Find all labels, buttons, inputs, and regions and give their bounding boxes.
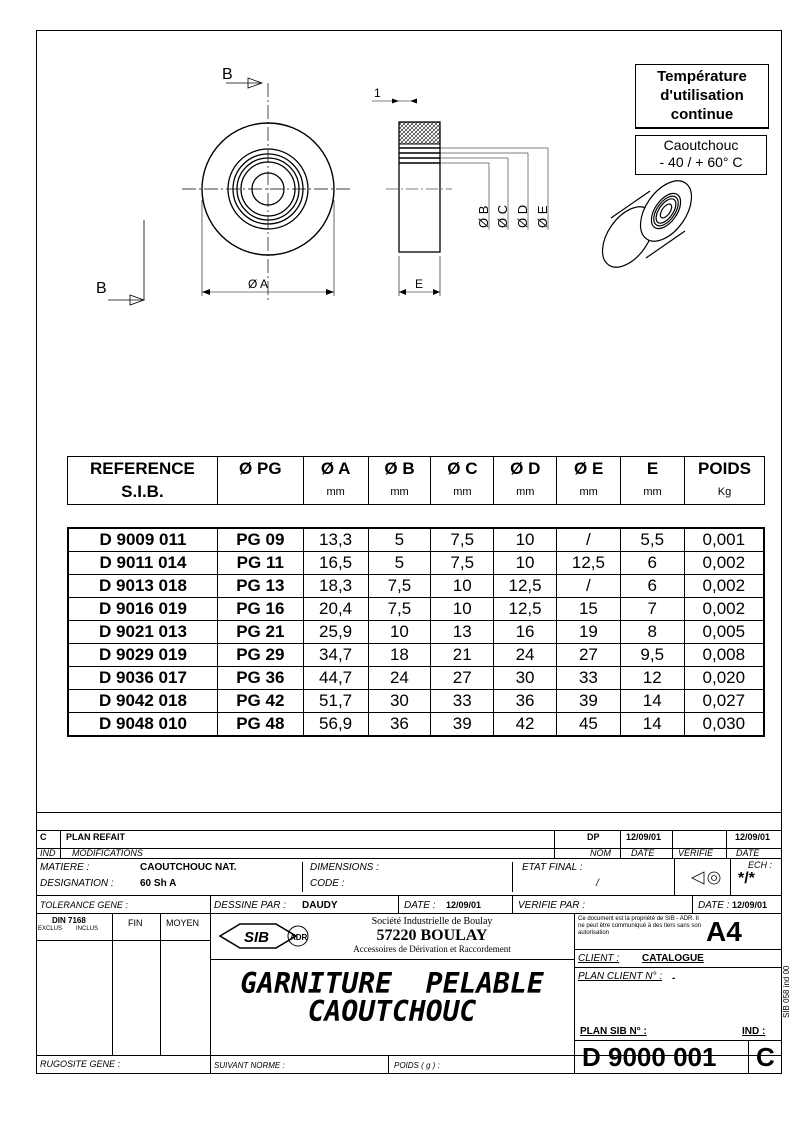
property-note: Ce document est la propriété de SIB - ADR. Il ne peut être communiqué à des tiers sans son autorisation <box>578 916 702 936</box>
table-cell: 7,5 <box>431 552 494 575</box>
table-row <box>68 552 764 575</box>
table-cell: PG 36 <box>217 667 303 690</box>
table-cell: D 9036 017 <box>68 667 217 690</box>
suivant-label: SUIVANT NORME : <box>214 1061 285 1070</box>
header-cell: Ø A <box>303 457 368 481</box>
rev-nom: DP <box>587 832 600 842</box>
header-unit-cell <box>217 480 303 505</box>
rugosite-label: RUGOSITE GENE : <box>40 1059 121 1069</box>
header-row <box>68 457 765 481</box>
header-unit-cell: Kg <box>684 480 764 505</box>
tolerance-label: TOLERANCE GENE : <box>40 900 128 910</box>
plan-client-value: - <box>672 973 676 984</box>
temperature-title-line1: Température <box>657 68 747 85</box>
spec-table <box>67 527 765 737</box>
table-cell: 5 <box>368 528 431 552</box>
verifie-date-label: DATE : <box>698 900 730 911</box>
table-cell: 33 <box>556 667 620 690</box>
table-cell: 30 <box>368 690 431 713</box>
logo-sib: SIB <box>244 929 270 946</box>
title-line2: CAOUTCHOUC <box>307 995 477 1028</box>
table-cell: PG 13 <box>217 575 303 598</box>
dim-d-label: Ø D <box>515 204 530 228</box>
table-cell: 14 <box>620 690 684 713</box>
table-cell: 27 <box>556 644 620 667</box>
table-cell: 51,7 <box>303 690 368 713</box>
title-line1: GARNITURE PELABLE <box>240 967 544 1000</box>
table-cell: 6 <box>620 552 684 575</box>
designation-value: 60 Sh A <box>140 878 177 889</box>
plan-client-label: PLAN CLIENT N° : <box>578 971 663 982</box>
table-cell: 13,3 <box>303 528 368 552</box>
header-unit-cell: mm <box>494 480 557 505</box>
header-cell: E <box>621 457 685 481</box>
table-cell: 5 <box>368 552 431 575</box>
table-cell: 12,5 <box>494 575 557 598</box>
table-cell: D 9042 018 <box>68 690 217 713</box>
table-cell: 0,020 <box>684 667 764 690</box>
table-cell: D 9011 014 <box>68 552 217 575</box>
ind-label: IND : <box>742 1026 766 1037</box>
table-cell: 10 <box>431 575 494 598</box>
table-cell: / <box>556 528 620 552</box>
date2-header: DATE <box>736 848 760 858</box>
temperature-title <box>636 65 768 128</box>
side-code: SIB 058 ind 00 <box>782 965 791 1018</box>
company-desc: Accessoires de Dérivation et Raccordement <box>353 944 511 954</box>
dim-b-label: Ø B <box>476 205 491 228</box>
table-cell: 0,002 <box>684 575 764 598</box>
dessine-label: DESSINE PAR : <box>214 900 287 911</box>
table-cell: 36 <box>368 713 431 737</box>
table-cell: 42 <box>494 713 557 737</box>
front-view <box>96 66 350 305</box>
verifie-header: VERIFIE <box>678 848 714 858</box>
verifie-date-value: 12/09/01 <box>732 900 768 910</box>
table-cell: 27 <box>431 667 494 690</box>
table-cell: D 9016 019 <box>68 598 217 621</box>
table-cell: 33 <box>431 690 494 713</box>
rev-letter: C <box>40 832 47 842</box>
table-cell: 7 <box>620 598 684 621</box>
table-row <box>68 598 764 621</box>
section-label-top: B <box>222 66 233 83</box>
table-cell: 36 <box>494 690 557 713</box>
table-cell: 39 <box>556 690 620 713</box>
table-cell: PG 11 <box>217 552 303 575</box>
table-cell: PG 42 <box>217 690 303 713</box>
table-cell: 56,9 <box>303 713 368 737</box>
table-cell: 10 <box>368 621 431 644</box>
dessine-date-value: 12/09/01 <box>446 900 482 910</box>
header-unit-cell: mm <box>621 480 685 505</box>
header-unit-cell: mm <box>303 480 368 505</box>
matiere-value: CAOUTCHOUC NAT. <box>140 862 237 873</box>
company-name: Société Industrielle de Boulay <box>371 916 493 927</box>
table-cell: 7,5 <box>368 575 431 598</box>
table-cell: 18 <box>368 644 431 667</box>
side-view <box>372 86 550 296</box>
table-cell: 0,001 <box>684 528 764 552</box>
section-label-bottom: B <box>96 280 107 297</box>
table-cell: 12 <box>620 667 684 690</box>
header-unit-cell: mm <box>557 480 621 505</box>
table-cell: D 9029 019 <box>68 644 217 667</box>
modifications-header: MODIFICATIONS <box>72 848 143 858</box>
moyen-label: MOYEN <box>166 918 200 928</box>
table-cell: 16,5 <box>303 552 368 575</box>
table-cell: 8 <box>620 621 684 644</box>
table-cell: D 9048 010 <box>68 713 217 737</box>
ech-value: */* <box>738 870 755 887</box>
dessine-date-label: DATE : <box>404 900 436 911</box>
spec-table-header <box>67 456 765 505</box>
table-cell: 30 <box>494 667 557 690</box>
dim-a-label: Ø A <box>248 277 269 291</box>
table-cell: 19 <box>556 621 620 644</box>
company-city: 57220 BOULAY <box>376 927 488 944</box>
table-cell: 7,5 <box>431 528 494 552</box>
matiere-label: MATIERE : <box>40 862 90 873</box>
inclus-label: INCLUS <box>76 926 99 932</box>
din-label: DIN 7168 <box>52 916 86 925</box>
temperature-range-box <box>635 135 767 175</box>
header-cell: POIDS <box>684 457 764 481</box>
table-cell: / <box>556 575 620 598</box>
table-cell: 0,005 <box>684 621 764 644</box>
header-cell: Ø D <box>494 457 557 481</box>
dim-1-label: 1 <box>374 86 381 100</box>
projection-symbol <box>690 868 724 888</box>
dessine-value: DAUDY <box>302 900 338 911</box>
table-cell: 44,7 <box>303 667 368 690</box>
header-cell: Ø E <box>557 457 621 481</box>
table-cell: 15 <box>556 598 620 621</box>
plan-sib-value: D 9000 001 <box>582 1042 717 1072</box>
ech-label: ECH : <box>748 860 773 870</box>
header-cell: Ø PG <box>217 457 303 481</box>
dimensions-label: DIMENSIONS : <box>310 862 379 873</box>
nom-header: NOM <box>590 848 611 858</box>
plan-sib-label: PLAN SIB N° : <box>580 1026 647 1037</box>
fin-label: FIN <box>128 918 143 928</box>
header-cell: Ø B <box>368 457 431 481</box>
dim-e-label: E <box>415 277 424 291</box>
table-cell: 10 <box>494 528 557 552</box>
client-value: CATALOGUE <box>642 953 704 964</box>
logo-adr: ADR <box>290 933 308 942</box>
table-cell: D 9009 011 <box>68 528 217 552</box>
temperature-box <box>635 64 769 129</box>
table-cell: 12,5 <box>556 552 620 575</box>
header-cell: REFERENCE <box>68 457 218 481</box>
header-sub-cell: S.I.B. <box>68 480 218 505</box>
client-label: CLIENT : <box>578 953 620 964</box>
code-label: CODE : <box>310 878 345 889</box>
verifie-par-label: VERIFIE PAR : <box>518 900 586 911</box>
table-cell: 39 <box>431 713 494 737</box>
table-cell: 20,4 <box>303 598 368 621</box>
table-cell: 25,9 <box>303 621 368 644</box>
header-cell: Ø C <box>431 457 494 481</box>
temperature-range: - 40 / + 60° C <box>659 154 743 170</box>
isometric-view <box>592 172 702 277</box>
ind-value: C <box>756 1042 775 1072</box>
table-cell: 9,5 <box>620 644 684 667</box>
title-block <box>36 812 791 1074</box>
table-cell: 24 <box>494 644 557 667</box>
header-unit-cell: mm <box>368 480 431 505</box>
table-cell: 18,3 <box>303 575 368 598</box>
temperature-title-line2: d'utilisation <box>660 87 744 104</box>
ind-header: IND <box>40 848 56 858</box>
table-cell: 0,002 <box>684 552 764 575</box>
dim-c-label: Ø C <box>495 204 510 228</box>
table-cell: 14 <box>620 713 684 737</box>
header-unit-cell: mm <box>431 480 494 505</box>
table-cell: 34,7 <box>303 644 368 667</box>
table-cell: 5,5 <box>620 528 684 552</box>
temperature-material: Caoutchouc <box>663 137 739 153</box>
poids-label: POIDS ( g ) : <box>394 1061 440 1070</box>
table-cell: 10 <box>431 598 494 621</box>
table-row <box>68 528 764 552</box>
table-cell: 21 <box>431 644 494 667</box>
company-info <box>322 916 542 954</box>
table-cell: 45 <box>556 713 620 737</box>
table-row <box>68 690 764 713</box>
rev-date: 12/09/01 <box>626 832 662 842</box>
table-row <box>68 667 764 690</box>
header-unit-row <box>68 480 765 505</box>
etat-label: ETAT FINAL : <box>522 862 583 873</box>
table-row <box>68 575 764 598</box>
format-label: A4 <box>706 916 742 947</box>
table-cell: 7,5 <box>368 598 431 621</box>
drawing-title <box>214 967 570 1028</box>
rev-text: PLAN REFAIT <box>66 832 126 842</box>
rev-date2: 12/09/01 <box>735 832 771 842</box>
table-cell: PG 09 <box>217 528 303 552</box>
table-cell: 24 <box>368 667 431 690</box>
table-cell: D 9021 013 <box>68 621 217 644</box>
table-cell: 13 <box>431 621 494 644</box>
table-cell: 6 <box>620 575 684 598</box>
table-cell: 0,027 <box>684 690 764 713</box>
table-cell: PG 21 <box>217 621 303 644</box>
table-cell: 10 <box>494 552 557 575</box>
table-cell: 12,5 <box>494 598 557 621</box>
table-cell: PG 16 <box>217 598 303 621</box>
table-cell: PG 29 <box>217 644 303 667</box>
date-header: DATE <box>631 848 655 858</box>
table-row <box>68 713 764 737</box>
table-row <box>68 621 764 644</box>
designation-label: DESIGNATION : <box>40 878 114 889</box>
table-cell: D 9013 018 <box>68 575 217 598</box>
company-logo <box>214 916 322 956</box>
temperature-title-line3: continue <box>670 106 734 123</box>
table-cell: 0,030 <box>684 713 764 737</box>
etat-value: / <box>596 878 599 889</box>
table-cell: 16 <box>494 621 557 644</box>
table-row <box>68 644 764 667</box>
exclus-label: EXCLUS <box>38 926 63 932</box>
table-cell: PG 48 <box>217 713 303 737</box>
table-cell: 0,002 <box>684 598 764 621</box>
dim-e-vert-label: Ø E <box>535 205 550 228</box>
table-cell: 0,008 <box>684 644 764 667</box>
